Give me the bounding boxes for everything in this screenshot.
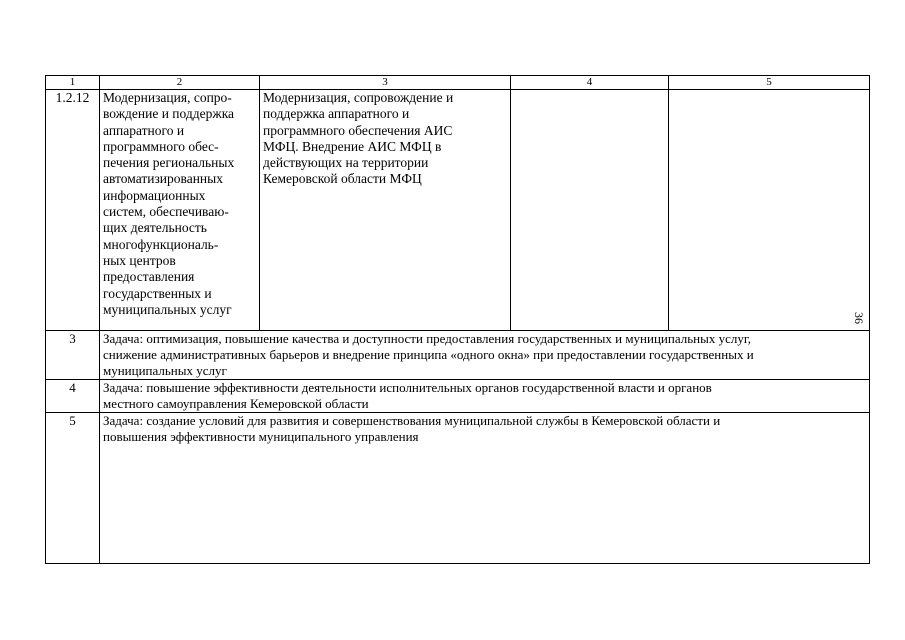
text-line: щих деятельность <box>103 220 207 236</box>
text-line: Модернизация, сопро- <box>103 90 232 105</box>
task-text-cell <box>100 380 870 413</box>
text-line: местного самоуправления Кемеровской области <box>103 396 369 411</box>
header-col-4: 4 <box>511 76 669 90</box>
text-line: ных центров <box>103 252 176 268</box>
text-line: муниципальных услуг <box>103 363 227 378</box>
table-row-task-4 <box>46 380 870 413</box>
text-line: вождение и поддержка <box>103 106 235 122</box>
text-line: Задача: создание условий для развития и совершенствования муниципальной службы в Кемеровской области и <box>103 413 721 428</box>
plan-table <box>45 75 870 564</box>
text-line: систем, обеспечиваю- <box>103 204 229 220</box>
row-number: 4 <box>46 380 100 413</box>
text-line: поддержка аппаратного и <box>263 106 410 122</box>
empty-cell-col-5 <box>669 90 870 331</box>
table-row-1-2-12 <box>46 90 870 331</box>
task-text-cell <box>100 331 870 380</box>
header-col-5: 5 <box>669 76 870 90</box>
text-line: автоматизированных <box>103 171 223 187</box>
header-col-1: 1 <box>46 76 100 90</box>
text-line: печения региональных <box>103 155 235 171</box>
text-line: аппаратного и <box>103 122 185 138</box>
text-line: предоставления <box>103 269 195 285</box>
header-col-2: 2 <box>100 76 260 90</box>
text-line: программного обеспечения АИС <box>263 122 453 138</box>
text-line: муниципальных услуг <box>103 301 232 317</box>
page-number: 36 <box>852 312 866 324</box>
activity-description-cell <box>260 90 511 331</box>
text-line: Модернизация, сопровождение и <box>263 90 454 105</box>
text-line: информационных <box>103 187 206 203</box>
text-line: Задача: оптимизация, повышение качества и доступности предоставления государственных и муниципальных услуг, <box>103 331 751 346</box>
empty-cell-col-4 <box>511 90 669 331</box>
text-line: Задача: повышение эффективности деятельности исполнительных органов государственной власти и органов <box>103 380 712 395</box>
row-number: 5 <box>46 413 100 564</box>
text-line: Кемеровской области МФЦ <box>263 171 422 187</box>
text-line: действующих на территории <box>263 155 429 171</box>
text-line: снижение административных барьеров и внедрение принципа «одного окна» при предоставлении государственных и <box>103 347 754 362</box>
row-number: 3 <box>46 331 100 380</box>
activity-name-cell <box>100 90 260 331</box>
text-line: МФЦ. Внедрение АИС МФЦ в <box>263 138 442 154</box>
text-line: повышения эффективности муниципального управления <box>103 429 419 444</box>
text-line: многофункциональ- <box>103 236 219 252</box>
table-row-task-5 <box>46 413 870 564</box>
table-row-task-3 <box>46 331 870 380</box>
header-row <box>46 76 870 90</box>
text-line: программного обес- <box>103 138 219 154</box>
text-line: государственных и <box>103 285 212 301</box>
header-col-3: 3 <box>260 76 511 90</box>
row-number: 1.2.12 <box>46 90 100 331</box>
task-text-cell <box>100 413 870 564</box>
